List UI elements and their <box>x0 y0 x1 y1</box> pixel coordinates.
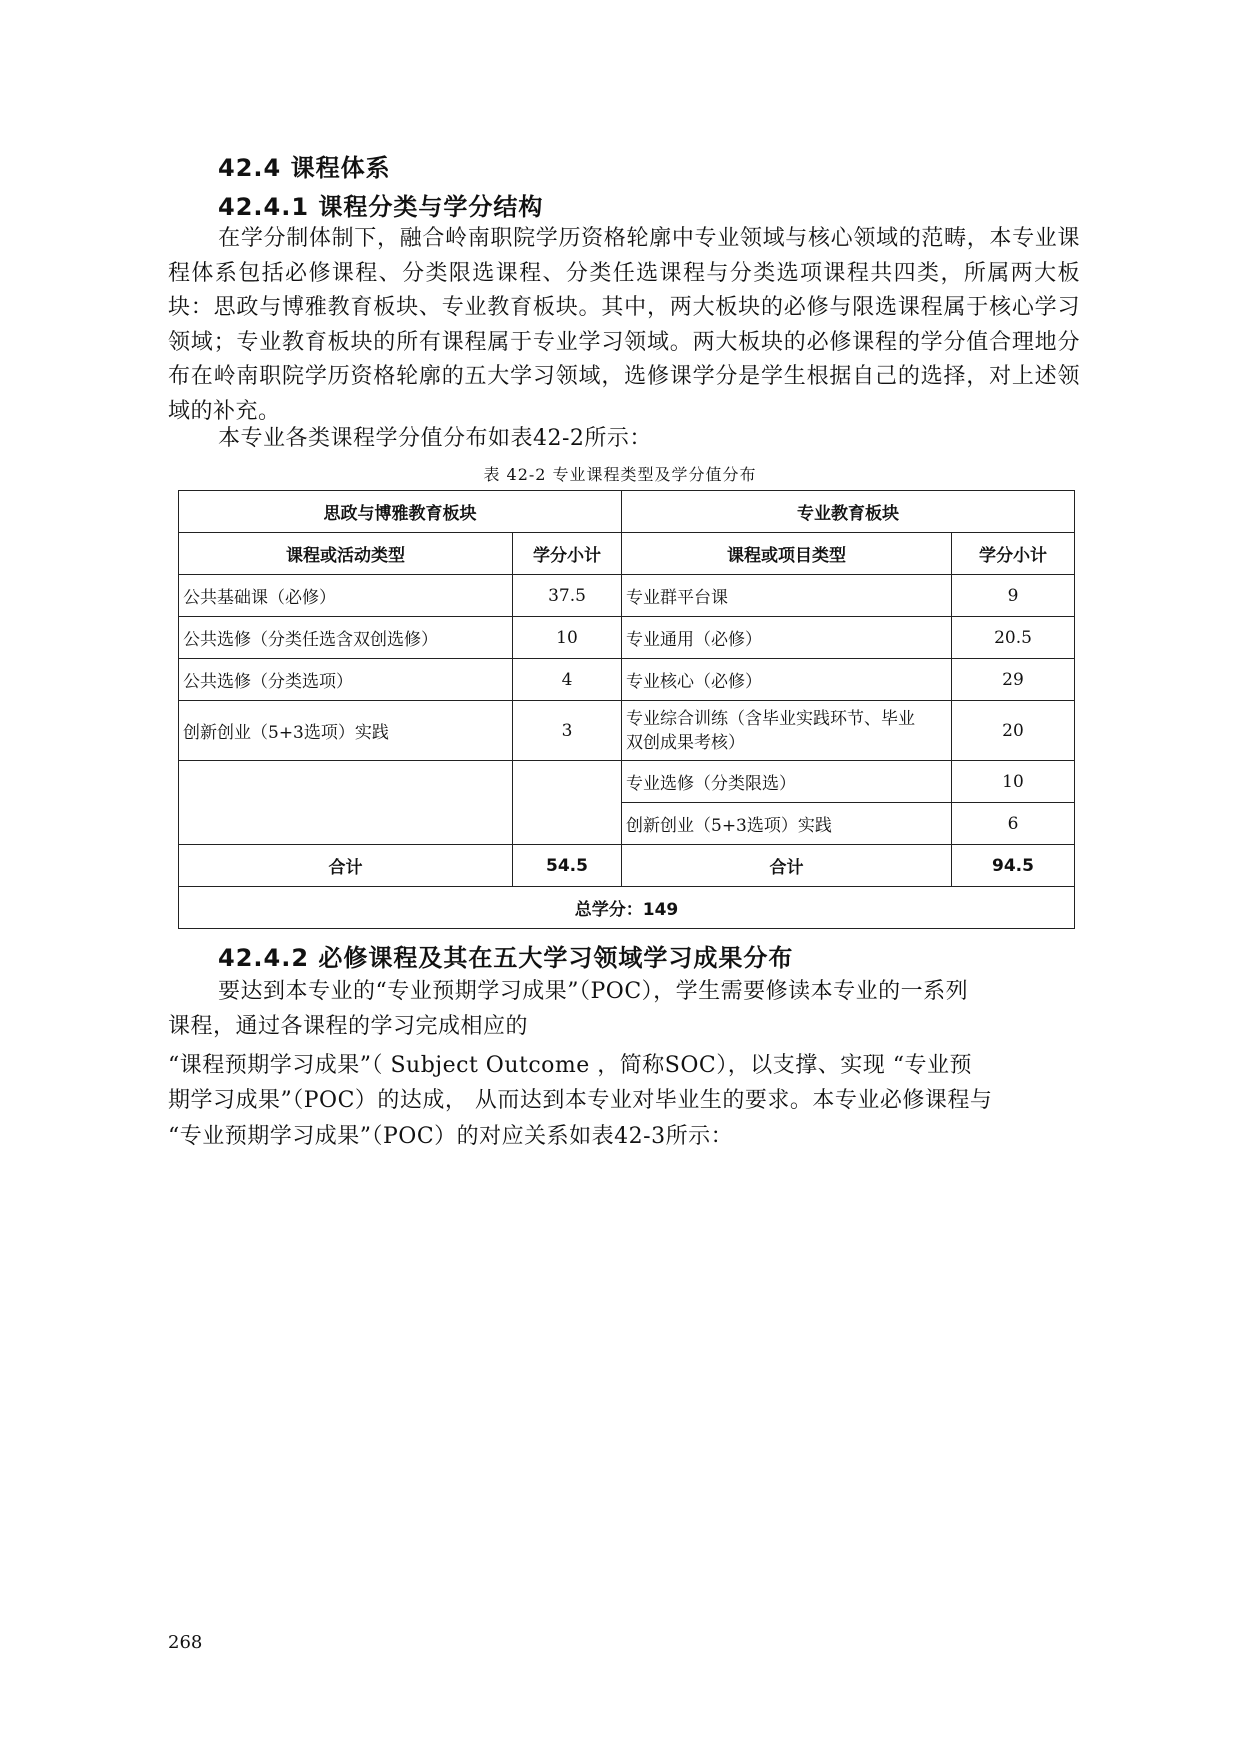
section-heading: 42.4 课程体系 <box>218 154 391 182</box>
table-cell: 3 <box>513 701 622 761</box>
table-cell <box>622 701 952 761</box>
table-caption: 表 42-2 专业课程类型及学分值分布 <box>483 465 757 484</box>
table-total-row <box>179 845 1075 887</box>
table-cell: 专业群平台课 <box>622 575 952 617</box>
subsection-2-line: 期学习成果”（POC）的达成， 从而达到本专业对毕业生的要求。本专业必修课程与 <box>168 1088 993 1113</box>
table-cell: 20 <box>952 701 1075 761</box>
total-label: 合计 <box>622 845 952 887</box>
subsection-2-line: “专业预期学习成果”（POC）的对应关系如表42-3所示： <box>168 1124 734 1149</box>
total-label: 合计 <box>179 845 513 887</box>
column-header: 学分小计 <box>952 533 1075 575</box>
table-cell: 37.5 <box>513 575 622 617</box>
table-header-row <box>179 491 1075 533</box>
table-cell: 9 <box>952 575 1075 617</box>
table-cell: 4 <box>513 659 622 701</box>
page-number: 268 <box>168 1632 203 1653</box>
total-value: 94.5 <box>952 845 1075 887</box>
cell-text-line: 专业综合训练（含毕业实践环节、毕业 <box>626 708 915 729</box>
line-text: 要达到本专业的“专业预期学习成果”（POC），学生需要修读本专业的一系列 <box>218 979 969 1004</box>
table-cell-empty <box>513 761 622 845</box>
table-row <box>179 575 1075 617</box>
subsection-heading-2: 42.4.2 必修课程及其在五大学习领域学习成果分布 <box>218 944 794 972</box>
table-cell: 20.5 <box>952 617 1075 659</box>
subsection-2-line: 课程，通过各课程的学习完成相应的 <box>168 1014 529 1039</box>
table-cell: 公共选修（分类选项） <box>179 659 513 701</box>
table-intro <box>168 422 1080 457</box>
table-intro-text: 本专业各类课程学分值分布如表42-2所示： <box>218 426 652 451</box>
table-cell: 29 <box>952 659 1075 701</box>
subsection-1-paragraph <box>168 222 1080 429</box>
left-block-header: 思政与博雅教育板块 <box>179 491 622 533</box>
cell-text-line: 双创成果考核） <box>626 732 745 753</box>
table-cell: 专业核心（必修） <box>622 659 952 701</box>
table-cell: 专业选修（分类限选） <box>622 761 952 803</box>
table-row <box>179 617 1075 659</box>
table-cell: 创新创业（5+3选项）实践 <box>622 803 952 845</box>
table-cell: 10 <box>513 617 622 659</box>
table-cell: 10 <box>952 761 1075 803</box>
table-cell: 专业通用（必修） <box>622 617 952 659</box>
table-row <box>179 761 1075 803</box>
table-cell: 公共选修（分类任选含双创选修） <box>179 617 513 659</box>
paragraph-text: 在学分制体制下，融合岭南职院学历资格轮廓中专业领域与核心领域的范畴，本专业课程体系包括必修课程、分类限选课程、分类任选课程与分类选项课程共四类，所属两大板块：思政与博雅教育板块、专业教育板块。其中，两大板块的必修与限选课程属于核心学习领域；专业教育板块的所有课程属于专业学习领域。两大板块的必修课程的学分值合理地分布在岭南职院学历资格轮廓的五大学习领域，选修课学分是学生根据自己的选择，对上述领域的补充。 <box>168 226 1080 424</box>
table-cell: 6 <box>952 803 1075 845</box>
credit-distribution-table <box>178 490 1075 929</box>
table-column-header-row <box>179 533 1075 575</box>
subsection-2-line <box>168 975 1080 1010</box>
subsection-heading-1: 42.4.1 课程分类与学分结构 <box>218 193 544 221</box>
column-header: 课程或活动类型 <box>179 533 513 575</box>
table-grand-total-row <box>179 887 1075 929</box>
subsection-2-line: “课程预期学习成果”（ Subject Outcome ，简称SOC），以支撑、实现 “专业预 <box>168 1053 972 1078</box>
grand-total: 总学分：149 <box>179 887 1075 929</box>
table-cell-empty <box>179 761 513 845</box>
table-cell: 公共基础课（必修） <box>179 575 513 617</box>
table-row <box>179 659 1075 701</box>
right-block-header: 专业教育板块 <box>622 491 1075 533</box>
column-header: 学分小计 <box>513 533 622 575</box>
total-value: 54.5 <box>513 845 622 887</box>
column-header: 课程或项目类型 <box>622 533 952 575</box>
table-cell: 创新创业（5+3选项）实践 <box>179 701 513 761</box>
table-row <box>179 701 1075 761</box>
